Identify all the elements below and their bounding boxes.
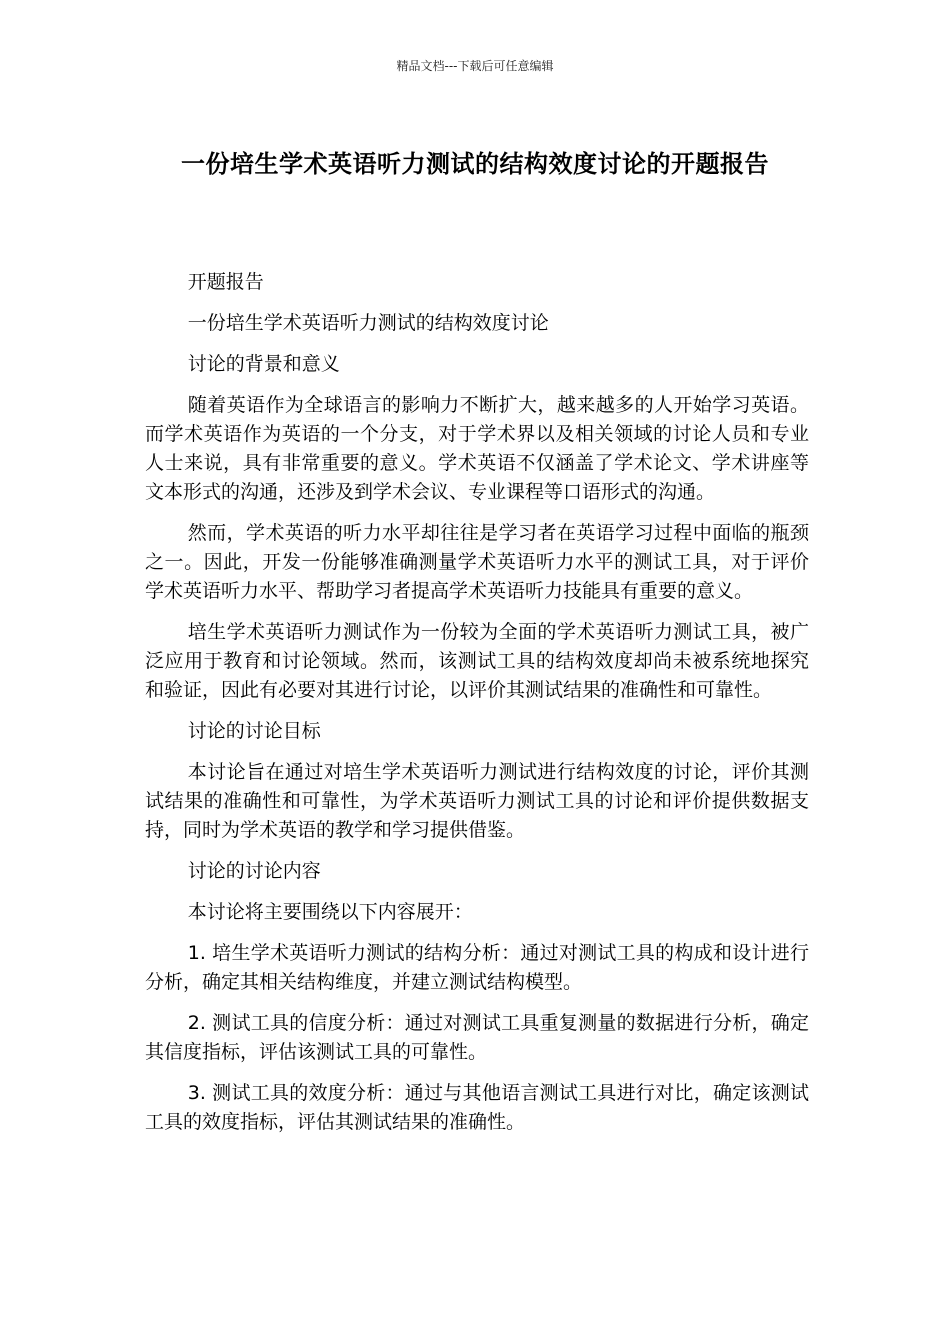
paragraph-background-2: 然而，学术英语的听力水平却往往是学习者在英语学习过程中面临的瓶颈之一。因此，开发一份能够准确测量学术英语听力水平的测试工具，对于评价学术英语听力水平、帮助学习者提高学术英语听力技能具有重要的意义。 [145,522,809,602]
paragraph-goals: 本讨论旨在通过对培生学术英语听力测试进行结构效度的讨论，评价其测试结果的准确性和可靠性，为学术英语听力测试工具的讨论和评价提供数据支持，同时为学术英语的教学和学习提供借鉴。 [145,761,809,841]
section-heading-report: 开题报告 [187,271,264,293]
list-item-reliability: 2. 测试工具的信度分析：通过对测试工具重复测量的数据进行分析，确定其信度指标，评估该测试工具的可靠性。 [145,1012,809,1063]
document-body [145,268,809,1149]
paragraph-content-intro: 本讨论将主要围绕以下内容展开： [187,901,473,923]
list-item-structure: 1. 培生学术英语听力测试的结构分析：通过对测试工具的构成和设计进行分析，确定其相关结构维度，并建立测试结构模型。 [145,942,809,993]
paragraph-background-3: 培生学术英语听力测试作为一份较为全面的学术英语听力测试工具，被广泛应用于教育和讨论领域。然而，该测试工具的结构效度却尚未被系统地探究和验证，因此有必要对其进行讨论，以评价其测试结果的准确性和可靠性。 [145,621,809,701]
section-heading-content: 讨论的讨论内容 [187,860,321,882]
document-title: 一份培生学术英语听力测试的结构效度讨论的开题报告 [181,150,769,178]
list-item-validity: 3. 测试工具的效度分析：通过与其他语言测试工具进行对比，确定该测试工具的效度指标，评估其测试结果的准确性。 [145,1082,809,1133]
paragraph-background-1: 随着英语作为全球语言的影响力不断扩大，越来越多的人开始学习英语。而学术英语作为英语的一个分支，对于学术界以及相关领域的讨论人员和专业人士来说，具有非常重要的意义。学术英语不仅涵盖了学术论文、学术讲座等文本形式的沟通，还涉及到学术会议、专业课程等口语形式的沟通。 [145,394,809,503]
section-heading-background: 讨论的背景和意义 [187,353,340,375]
section-heading-goals: 讨论的讨论目标 [187,720,321,742]
section-heading-topic: 一份培生学术英语听力测试的结构效度讨论 [187,312,549,334]
header-note: 精品文档---下载后可任意编辑 [396,59,554,73]
